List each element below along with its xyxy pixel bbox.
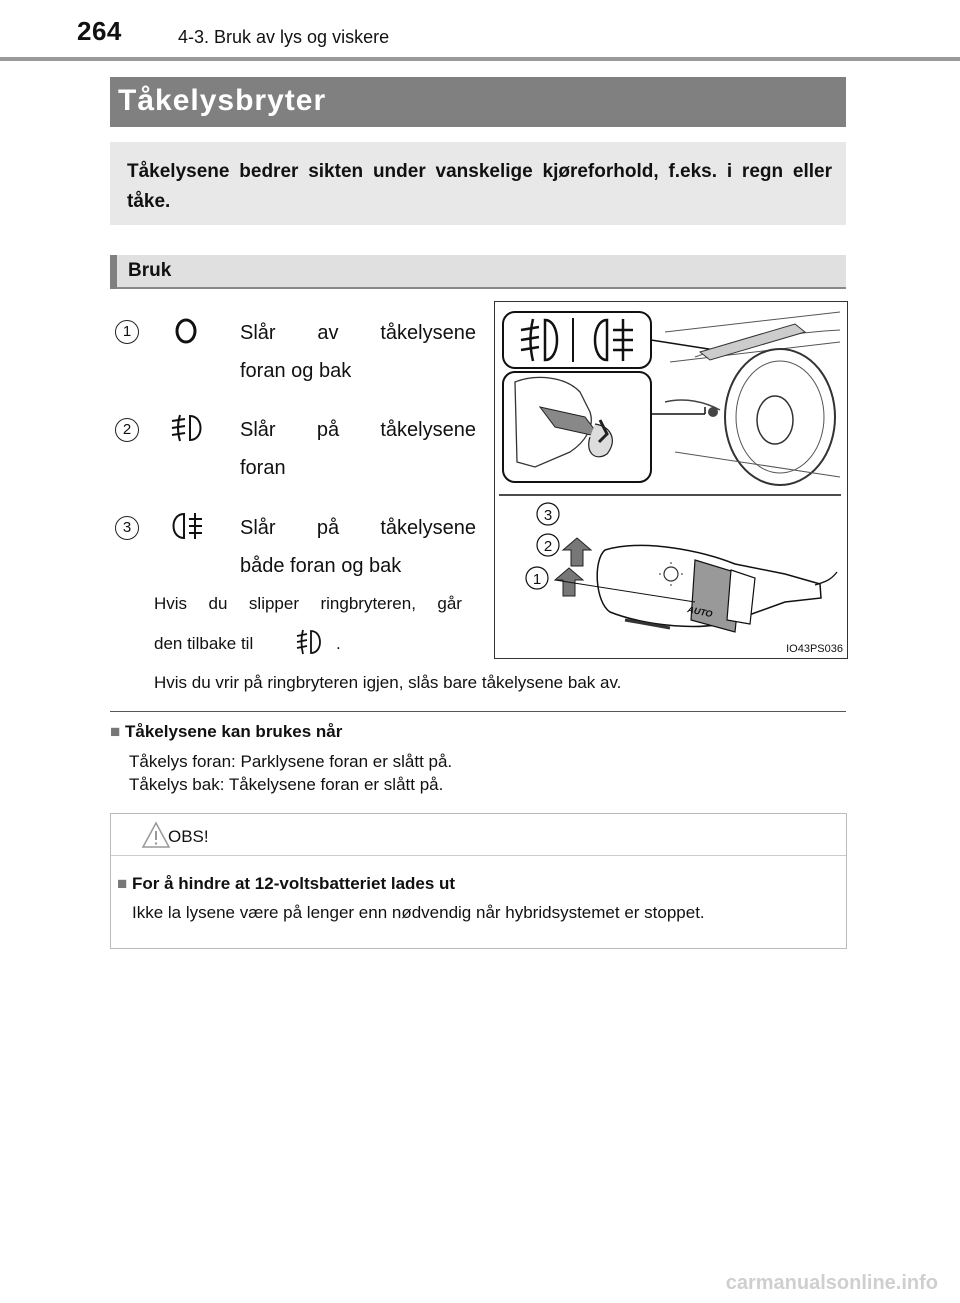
bullet-square-icon: ■ bbox=[117, 874, 128, 893]
item-3-text bbox=[240, 509, 476, 585]
page-number: 264 bbox=[77, 16, 122, 46]
item-2-text bbox=[240, 411, 476, 487]
item-3-word: på bbox=[316, 517, 340, 539]
item-1-word: Slår bbox=[240, 322, 276, 344]
condition-front: Tåkelys foran: Parklysene foran er slått på. bbox=[129, 752, 453, 771]
callout-2: 2 bbox=[543, 538, 553, 555]
section-divider bbox=[110, 711, 846, 712]
notice-box bbox=[110, 813, 847, 949]
note-word: Hvis bbox=[154, 594, 188, 613]
item-1-word: tåkelysene bbox=[380, 322, 476, 344]
figure-code: IO43PS036 bbox=[786, 643, 843, 655]
page-title: Tåkelysbryter bbox=[118, 84, 327, 117]
notice-header bbox=[111, 814, 846, 856]
release-note-line2: den tilbake til bbox=[154, 634, 254, 653]
intro-box bbox=[110, 142, 846, 225]
auto-label: AUTO bbox=[686, 604, 714, 620]
note-word: slipper bbox=[248, 594, 300, 613]
item-number-2: 2 bbox=[115, 418, 139, 442]
header-rule bbox=[0, 57, 960, 61]
notice-body: Ikke la lysene være på lenger enn nødvendig når hybridsystemet er stoppet. bbox=[132, 903, 705, 922]
item-1-text bbox=[240, 314, 476, 390]
condition-rear: Tåkelys bak: Tåkelysene foran er slått på. bbox=[129, 775, 444, 794]
lever-drawing bbox=[495, 302, 847, 658]
bullet-square-icon: ■ bbox=[110, 722, 121, 741]
item-2-word: tåkelysene bbox=[380, 419, 476, 441]
conditions-heading-text: Tåkelysene kan brukes når bbox=[125, 722, 343, 741]
heading-accent bbox=[110, 255, 117, 289]
notice-subheading bbox=[117, 874, 455, 894]
bruk-heading: Bruk bbox=[128, 260, 172, 281]
item-2-line2: foran bbox=[240, 457, 286, 479]
fog-off-icon bbox=[173, 316, 199, 346]
release-note bbox=[154, 594, 462, 614]
ring-twist-note: Hvis du vrir på ringbryteren igjen, slås bare tåkelysene bak av. bbox=[154, 673, 622, 692]
callout-3: 3 bbox=[543, 507, 553, 524]
note-word: du bbox=[208, 594, 228, 613]
title-bar bbox=[110, 77, 846, 127]
release-note-end: . bbox=[336, 634, 341, 653]
callout-1: 1 bbox=[532, 571, 542, 588]
item-number-3: 3 bbox=[115, 516, 139, 540]
intro-text: Tåkelysene bedrer sikten under vanskelige kjøreforhold, f.eks. i regn eller tåke. bbox=[127, 161, 832, 212]
note-word: går bbox=[437, 594, 462, 613]
note-word: ringbryteren, bbox=[320, 594, 416, 613]
item-2-word: Slår bbox=[240, 419, 276, 441]
item-2-word: på bbox=[316, 419, 340, 441]
warning-triangle-icon bbox=[141, 820, 171, 850]
item-number-1: 1 bbox=[115, 320, 139, 344]
item-1-word: av bbox=[317, 322, 339, 344]
item-3-word: Slår bbox=[240, 517, 276, 539]
watermark: carmanualsonline.info bbox=[725, 1272, 938, 1294]
item-3-word: tåkelysene bbox=[380, 517, 476, 539]
item-3-line2: både foran og bak bbox=[240, 555, 402, 577]
item-1-line2: foran og bak bbox=[240, 360, 352, 382]
front-fog-icon bbox=[168, 412, 206, 444]
section-title: 4-3. Bruk av lys og viskere bbox=[178, 27, 390, 47]
front-fog-icon bbox=[294, 627, 324, 657]
switch-illustration bbox=[494, 301, 848, 659]
conditions-heading bbox=[110, 722, 342, 742]
notice-label: OBS! bbox=[168, 827, 209, 846]
bruk-heading-bar bbox=[110, 255, 846, 289]
notice-subheading-text: For å hindre at 12-voltsbatteriet lades ut bbox=[132, 874, 456, 893]
rear-fog-icon bbox=[168, 510, 206, 542]
